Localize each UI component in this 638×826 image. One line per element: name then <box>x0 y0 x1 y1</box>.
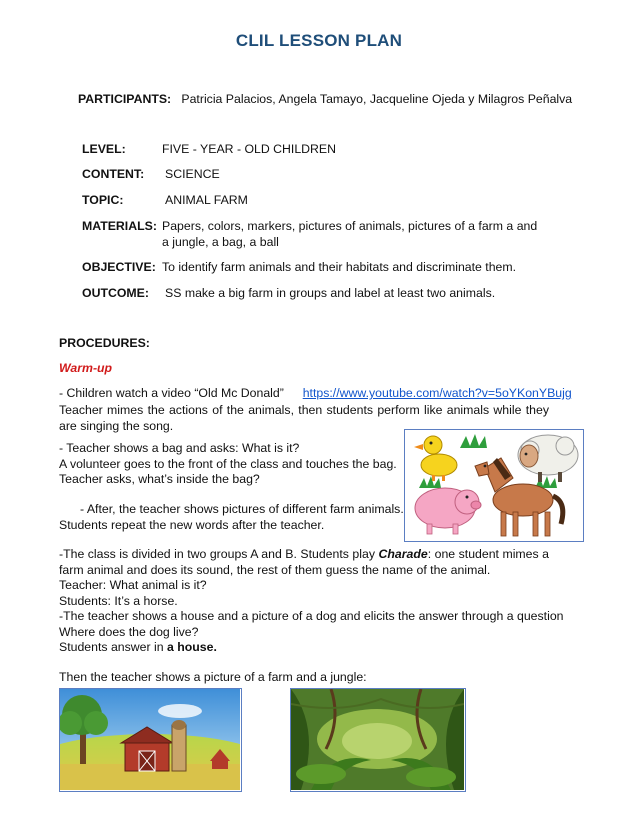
materials-value-line1: Papers, colors, markers, pictures of animals, pictures of a farm a and <box>162 219 538 233</box>
pig-icon <box>415 488 481 534</box>
sheep-icon <box>518 435 578 482</box>
pictures-line-1: - After, the teacher shows pictures of different farm animals. <box>80 502 404 516</box>
jungle-picture <box>290 688 466 792</box>
outcome-value: SS make a big farm in groups and label at least two animals. <box>165 286 496 300</box>
outcome-label: OUTCOME: <box>82 286 149 300</box>
house-line-1: -The teacher shows a house and a picture of a dog and elicits the answer through a question <box>59 609 564 623</box>
farm-picture <box>59 688 242 792</box>
charade-paragraph <box>59 546 549 578</box>
participants-label: PARTICIPANTS: <box>78 92 172 106</box>
content-value: SCIENCE <box>165 167 220 181</box>
duck-icon <box>414 436 457 481</box>
dialog-line-1: Teacher: What animal is it? <box>59 578 207 592</box>
content-label: CONTENT: <box>82 167 145 181</box>
mimes-paragraph: Teacher mimes the actions of the animals, then students perform like animals while they are singing the song. <box>59 403 549 433</box>
video-line <box>59 386 572 400</box>
farm-animals-picture <box>404 429 584 542</box>
video-text: - Children watch a video “Old Mc Donald” <box>59 386 284 400</box>
page-title: CLIL LESSON PLAN <box>235 31 403 50</box>
topic-value: ANIMAL FARM <box>165 193 248 207</box>
level-label: LEVEL: <box>82 142 126 156</box>
then-line: Then the teacher shows a picture of a farm and a jungle: <box>59 670 367 684</box>
charade-word: Charade <box>378 547 428 561</box>
materials-label: MATERIALS: <box>82 219 157 233</box>
objective-value: To identify farm animals and their habitats and discriminate them. <box>162 260 517 274</box>
bag-line-2: A volunteer goes to the front of the class and touches the bag. <box>59 457 397 471</box>
dialog-line-2: Students: It’s a horse. <box>59 594 178 608</box>
materials-value-line2: a jungle, a bag, a ball <box>162 235 279 249</box>
bag-line-1: - Teacher shows a bag and asks: What is it? <box>59 441 300 455</box>
bag-line-3: Teacher asks, what’s inside the bag? <box>59 472 260 486</box>
level-value: FIVE - YEAR - OLD CHILDREN <box>162 142 337 156</box>
topic-label: TOPIC: <box>82 193 124 207</box>
pictures-line-2: Students repeat the new words after the teacher. <box>59 518 325 532</box>
video-link[interactable]: https://www.youtube.com/watch?v=5oYKonYBujg <box>302 386 572 400</box>
warmup-heading: Warm-up <box>59 361 113 375</box>
house-line-2: Where does the dog live? <box>59 625 199 639</box>
procedures-heading: PROCEDURES: <box>59 336 150 350</box>
answer-line <box>59 640 217 654</box>
participants-value: Patricia Palacios, Angela Tamayo, Jacqueline Ojeda y Milagros Peñalva <box>181 92 573 106</box>
participants-line <box>78 92 572 106</box>
charade-pre: -The class is divided in two groups A and B. Students play <box>59 547 379 561</box>
answer-pre: Students answer in <box>59 640 168 654</box>
answer-bold: a house. <box>167 640 217 654</box>
charade-post: : one student mimes a farm animal and does its sound, the rest of them guess the name of the animal. <box>59 547 550 577</box>
objective-label: OBJECTIVE: <box>82 260 156 274</box>
